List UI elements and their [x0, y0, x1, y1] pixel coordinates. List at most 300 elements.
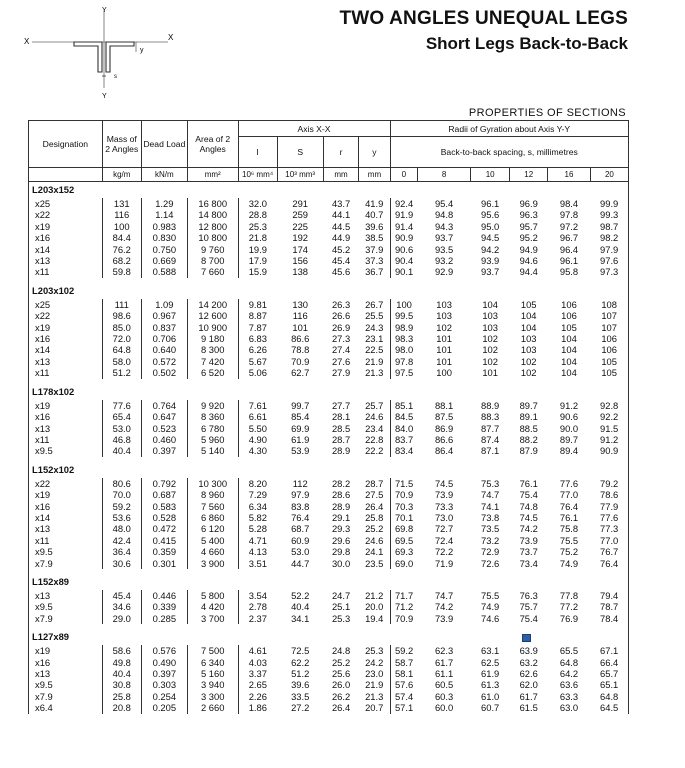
table-cell: 69.9: [291, 422, 310, 434]
section-header-fill: [102, 629, 628, 645]
table-cell: 102: [520, 355, 537, 367]
table-cell: 69.8: [390, 523, 418, 534]
table-cell: 86.9: [434, 422, 454, 434]
table-cell: 106: [590, 333, 628, 344]
table-cell: 0.640: [141, 344, 187, 355]
table-cell: 94.9: [519, 243, 538, 255]
table-cell: 26.4: [365, 500, 384, 512]
table-cell: 63.0: [559, 702, 579, 714]
table-cell: 33.5: [291, 690, 310, 702]
table-cell: 61.7: [519, 690, 538, 702]
table-row: [29, 310, 629, 321]
table-cell: 44.5: [331, 220, 351, 232]
table-cell: 64.8: [559, 656, 579, 668]
table-cell: 89.7: [519, 399, 538, 411]
section-header-row: [29, 462, 629, 478]
table-cell: 36.4: [102, 546, 141, 557]
table-cell: 104: [520, 310, 537, 322]
table-cell: 0.792: [141, 478, 187, 489]
table-cell: 44.9: [331, 232, 351, 244]
table-row: [29, 546, 629, 557]
table-cell: 75.5: [559, 534, 579, 546]
properties-heading: PROPERTIES OF SECTIONS: [468, 107, 626, 119]
table-cell: 77.8: [559, 589, 579, 601]
table-cell: 96.1: [481, 198, 500, 209]
table-cell: 7 560: [187, 501, 238, 512]
table-cell: 99.7: [291, 399, 310, 411]
table-cell: 88.3: [481, 411, 500, 423]
spacing-16: 16: [548, 168, 591, 182]
table-cell: 21.2: [365, 589, 384, 601]
table-cell: 0.301: [141, 558, 187, 569]
table-cell: 1.29: [141, 198, 187, 209]
table-cell: 5 800: [187, 590, 238, 601]
row-size: x13: [29, 668, 103, 679]
table-cell: 5 960: [187, 434, 238, 445]
table-cell: 74.5: [519, 511, 538, 523]
table-cell: 77.2: [559, 601, 579, 613]
table-cell: 89.4: [559, 445, 579, 457]
row-size: x25: [29, 198, 103, 209]
table-cell: 64.2: [559, 668, 579, 679]
row-size: x25: [29, 299, 103, 310]
table-cell: 105: [590, 356, 628, 367]
table-row: [29, 523, 629, 534]
table-row: [29, 478, 629, 489]
table-cell: 6 520: [187, 367, 238, 378]
table-cell: 26.9: [331, 321, 351, 333]
table-cell: 23.4: [365, 422, 384, 434]
table-cell: 174: [292, 243, 309, 255]
table-cell: 1.86: [238, 702, 277, 713]
table-cell: 84.0: [390, 423, 418, 434]
table-cell: 103: [436, 298, 452, 310]
unit-I: 10⁶ mm⁴: [238, 168, 277, 182]
table-cell: 45.2: [331, 243, 351, 255]
col-axis-xx: Axis X-X: [238, 121, 390, 137]
table-cell: 76.4: [590, 558, 628, 569]
table-cell: 24.2: [365, 656, 384, 668]
row-size: x11: [29, 367, 103, 378]
table-cell: 27.7: [331, 399, 351, 411]
table-cell: 76.4: [559, 500, 579, 512]
table-cell: 0.572: [141, 356, 187, 367]
table-cell: 4 420: [187, 601, 238, 612]
table-cell: 259: [292, 209, 309, 221]
table-cell: 0.285: [141, 613, 187, 624]
table-cell: 3 900: [187, 558, 238, 569]
row-size: x13: [29, 523, 103, 534]
table-cell: 88.1: [434, 399, 454, 411]
table-cell: 0.764: [141, 400, 187, 411]
section-header-fill: [102, 283, 628, 299]
table-cell: 101: [482, 367, 498, 379]
row-size: x13: [29, 423, 103, 434]
table-cell: 74.9: [481, 601, 500, 613]
table-cell: 39.6: [291, 679, 310, 691]
table-cell: 83.7: [390, 434, 418, 445]
table-cell: 61.1: [434, 668, 454, 679]
table-cell: 111: [102, 299, 141, 310]
table-cell: 104: [561, 367, 577, 379]
table-cell: 29.8: [331, 546, 351, 558]
table-cell: 30.6: [102, 558, 141, 569]
table-cell: 16 800: [187, 198, 238, 209]
table-cell: 8 960: [187, 489, 238, 500]
table-cell: 88.5: [519, 422, 538, 434]
table-row: [29, 434, 629, 445]
table-cell: 108: [590, 299, 628, 310]
table-cell: 4 660: [187, 546, 238, 557]
row-size: x16: [29, 411, 103, 422]
table-cell: 70.1: [390, 512, 418, 523]
table-cell: 0.523: [141, 423, 187, 434]
table-cell: 61.7: [434, 656, 454, 668]
table-cell: 101: [436, 355, 452, 367]
table-cell: 71.5: [390, 478, 418, 489]
table-row: [29, 558, 629, 569]
table-row: [29, 344, 629, 355]
table-row: [29, 601, 629, 612]
table-cell: 24.6: [365, 411, 384, 423]
table-cell: 77.6: [590, 512, 628, 523]
table-cell: 27.3: [331, 333, 351, 345]
table-cell: 77.6: [559, 477, 579, 489]
row-size: x19: [29, 400, 103, 411]
table-cell: 83.4: [390, 445, 418, 456]
table-cell: 75.7: [519, 601, 538, 613]
table-cell: 76.3: [519, 589, 538, 601]
row-size: x7.9: [29, 613, 103, 624]
table-cell: 28.7: [365, 477, 384, 489]
table-row: [29, 221, 629, 232]
table-cell: 73.7: [519, 546, 538, 558]
table-cell: 0.576: [141, 645, 187, 656]
table-cell: 69.0: [390, 558, 418, 569]
table-cell: 70.9: [390, 613, 418, 624]
table-cell: 103: [436, 310, 452, 322]
table-cell: 25.8: [365, 511, 384, 523]
table-cell: 86.4: [434, 445, 454, 457]
table-cell: 96.3: [519, 209, 538, 221]
table-cell: 46.8: [102, 434, 141, 445]
table-cell: 10 300: [187, 478, 238, 489]
table-cell: 6 120: [187, 523, 238, 534]
table-cell: 24.7: [331, 589, 351, 601]
section-header-row: [29, 182, 629, 199]
table-cell: 40.7: [365, 209, 384, 221]
table-cell: 29.6: [331, 534, 351, 546]
table-cell: 5.50: [238, 423, 277, 434]
table-cell: 76.1: [559, 511, 579, 523]
table-cell: 100: [102, 221, 141, 232]
row-size: x22: [29, 478, 103, 489]
table-cell: 21.9: [365, 355, 384, 367]
table-cell: 61.0: [481, 690, 500, 702]
row-size: x9.5: [29, 679, 103, 690]
table-cell: 73.9: [434, 489, 454, 501]
table-cell: 25.5: [365, 310, 384, 322]
table-cell: 98.9: [390, 322, 418, 333]
table-row: [29, 322, 629, 333]
table-cell: 90.1: [390, 266, 418, 277]
table-cell: 77.3: [590, 523, 628, 534]
table-cell: 104: [561, 355, 577, 367]
table-cell: 106: [590, 344, 628, 355]
table-cell: 20.7: [365, 702, 384, 714]
table-cell: 104: [561, 333, 577, 345]
row-size: x7.9: [29, 691, 103, 702]
table-cell: 94.6: [519, 255, 538, 267]
units-blank: [29, 168, 103, 182]
table-cell: 73.9: [519, 534, 538, 546]
row-size: x9.5: [29, 445, 103, 456]
table-cell: 40.4: [102, 668, 141, 679]
table-cell: 94.5: [481, 232, 500, 244]
table-cell: 27.2: [291, 702, 310, 714]
table-row: [29, 590, 629, 601]
table-cell: 68.2: [102, 255, 141, 266]
table-cell: 26.6: [331, 310, 351, 322]
table-cell: 48.0: [102, 523, 141, 534]
table-cell: 97.8: [559, 209, 579, 221]
table-cell: 131: [102, 198, 141, 209]
table-cell: 0.397: [141, 668, 187, 679]
table-cell: 21.8: [238, 232, 277, 243]
table-cell: 95.0: [481, 220, 500, 232]
table-cell: 59.2: [102, 501, 141, 512]
table-cell: 85.4: [291, 411, 310, 423]
table-cell: 5 140: [187, 445, 238, 456]
table-cell: 97.6: [590, 255, 628, 266]
table-cell: 101: [436, 333, 452, 345]
table-cell: 60.3: [434, 690, 454, 702]
table-cell: 63.3: [559, 690, 579, 702]
table-cell: 62.2: [291, 656, 310, 668]
unit-y: mm: [359, 168, 390, 182]
table-cell: 71.7: [390, 590, 418, 601]
table-cell: 79.4: [590, 590, 628, 601]
table-cell: 59.8: [102, 266, 141, 277]
table-cell: 62.6: [519, 668, 538, 679]
table-cell: 105: [590, 367, 628, 378]
spacing-20: 20: [590, 168, 628, 182]
table-cell: 98.6: [102, 310, 141, 321]
table-cell: 49.8: [102, 657, 141, 668]
table-cell: 92.4: [390, 198, 418, 209]
table-cell: 0.706: [141, 333, 187, 344]
table-cell: 58.7: [390, 657, 418, 668]
table-cell: 0.460: [141, 434, 187, 445]
table-cell: 103: [520, 333, 537, 345]
diagram-label-x-right: X: [168, 33, 174, 42]
row-size: x22: [29, 310, 103, 321]
table-cell: 6.83: [238, 333, 277, 344]
table-cell: 15.9: [238, 266, 277, 277]
table-cell: 12 600: [187, 310, 238, 321]
table-cell: 61.5: [519, 702, 538, 714]
table-row: [29, 411, 629, 422]
table-cell: 90.0: [559, 422, 579, 434]
spacing-0: 0: [390, 168, 418, 182]
table-cell: 0.415: [141, 535, 187, 546]
table-cell: 95.7: [519, 220, 538, 232]
table-cell: 29.3: [331, 523, 351, 535]
table-cell: 44.1: [331, 209, 351, 221]
diagram-label-y-dim: y: [140, 47, 144, 54]
table-cell: 7.29: [238, 489, 277, 500]
table-cell: 0.967: [141, 310, 187, 321]
row-size: x16: [29, 333, 103, 344]
table-cell: 104: [520, 321, 537, 333]
table-cell: 5.82: [238, 512, 277, 523]
table-cell: 71.9: [434, 557, 454, 569]
table-cell: 87.9: [519, 445, 538, 457]
row-size: x14: [29, 512, 103, 523]
table-cell: 57.4: [390, 691, 418, 702]
table-cell: 9.81: [238, 299, 277, 310]
table-cell: 4.30: [238, 445, 277, 456]
table-cell: 77.6: [102, 400, 141, 411]
table-cell: 28.9: [331, 445, 351, 457]
table-cell: 95.4: [434, 198, 454, 209]
table-cell: 104: [482, 298, 498, 310]
table-cell: 8 300: [187, 344, 238, 355]
table-cell: 73.4: [519, 557, 538, 569]
table-cell: 21.3: [365, 690, 384, 702]
table-cell: 107: [590, 322, 628, 333]
table-cell: 95.8: [559, 266, 579, 278]
table-cell: 74.5: [434, 477, 454, 489]
table-cell: 45.4: [331, 255, 351, 267]
table-cell: 91.2: [590, 434, 628, 445]
col-spacing: Back-to-back spacing, s, millimetres: [390, 137, 629, 168]
table-cell: 51.2: [291, 668, 310, 679]
table-cell: 94.8: [434, 209, 454, 221]
unit-S: 10³ mm³: [277, 168, 323, 182]
table-cell: 93.7: [481, 266, 500, 278]
table-cell: 53.9: [291, 445, 310, 457]
table-cell: 1.09: [141, 299, 187, 310]
table-cell: 77.0: [590, 535, 628, 546]
table-cell: 97.5: [390, 367, 418, 378]
section-name: L178x102: [29, 384, 103, 400]
table-cell: 138: [292, 266, 309, 278]
table-cell: 106: [561, 310, 577, 322]
table-cell: 6.34: [238, 501, 277, 512]
table-cell: 89.7: [559, 433, 579, 445]
table-cell: 93.9: [481, 255, 500, 267]
table-cell: 0.446: [141, 590, 187, 601]
table-cell: 90.9: [590, 445, 628, 456]
table-cell: 0.750: [141, 244, 187, 255]
table-cell: 76.9: [559, 612, 579, 624]
table-cell: 4.13: [238, 546, 277, 557]
table-cell: 9 180: [187, 333, 238, 344]
row-size: x22: [29, 209, 103, 220]
row-size: x6.4: [29, 702, 103, 713]
table-cell: 12 800: [187, 221, 238, 232]
table-cell: 66.4: [590, 657, 628, 668]
table-cell: 78.8: [291, 344, 310, 356]
units-row: [29, 168, 629, 182]
section-name: L152x89: [29, 574, 103, 590]
table-cell: 116: [102, 209, 141, 220]
table-cell: 37.3: [365, 255, 384, 267]
row-size: x7.9: [29, 558, 103, 569]
table-cell: 25.2: [365, 523, 384, 535]
table-cell: 106: [561, 298, 577, 310]
table-cell: 0.669: [141, 255, 187, 266]
table-cell: 70.0: [102, 489, 141, 500]
section-diagram: [18, 6, 178, 100]
table-cell: 27.4: [331, 344, 351, 356]
table-cell: 23.1: [365, 333, 384, 345]
table-cell: 24.6: [365, 534, 384, 546]
table-cell: 10 800: [187, 232, 238, 243]
table-cell: 97.3: [590, 266, 628, 277]
table-cell: 291: [292, 198, 309, 209]
table-cell: 27.9: [331, 367, 351, 379]
section-header-row: [29, 384, 629, 400]
table-cell: 36.7: [365, 266, 384, 278]
table-cell: 73.9: [434, 612, 454, 624]
table-cell: 28.6: [331, 489, 351, 501]
table-cell: 21.9: [365, 679, 384, 691]
table-cell: 112: [292, 477, 308, 489]
table-row: [29, 645, 629, 656]
table-cell: 37.9: [365, 243, 384, 255]
row-size: x19: [29, 322, 103, 333]
table-cell: 0.303: [141, 679, 187, 690]
table-cell: 28.8: [238, 209, 277, 220]
table-cell: 91.2: [559, 399, 579, 411]
table-cell: 23.0: [365, 668, 384, 679]
table-cell: 62.3: [434, 645, 454, 657]
table-cell: 28.1: [331, 411, 351, 423]
table-cell: 99.9: [590, 198, 628, 209]
table-cell: 73.0: [434, 511, 454, 523]
table-cell: 79.2: [590, 478, 628, 489]
table-cell: 7 500: [187, 645, 238, 656]
table-cell: 88.9: [481, 399, 500, 411]
table-cell: 74.2: [434, 601, 454, 613]
row-size: x19: [29, 645, 103, 656]
table-cell: 84.4: [102, 232, 141, 243]
table-cell: 156: [292, 255, 309, 267]
table-cell: 7.87: [238, 322, 277, 333]
table-cell: 0.490: [141, 657, 187, 668]
properties-table: [28, 120, 629, 714]
table-cell: 78.6: [590, 489, 628, 500]
table-cell: 97.2: [559, 220, 579, 232]
table-cell: 60.7: [481, 702, 500, 714]
table-cell: 74.1: [481, 500, 500, 512]
table-cell: 74.8: [519, 500, 538, 512]
table-cell: 101: [292, 321, 309, 333]
table-cell: 0.397: [141, 445, 187, 456]
table-cell: 44.7: [291, 557, 310, 569]
table-cell: 103: [482, 321, 498, 333]
table-cell: 8.87: [238, 310, 277, 321]
table-cell: 72.4: [434, 534, 454, 546]
table-cell: 90.9: [390, 232, 418, 243]
table-cell: 97.8: [390, 356, 418, 367]
table-row: [29, 333, 629, 344]
table-cell: 29.1: [331, 511, 351, 523]
table-cell: 61.9: [481, 668, 500, 679]
table-cell: 34.6: [102, 601, 141, 612]
